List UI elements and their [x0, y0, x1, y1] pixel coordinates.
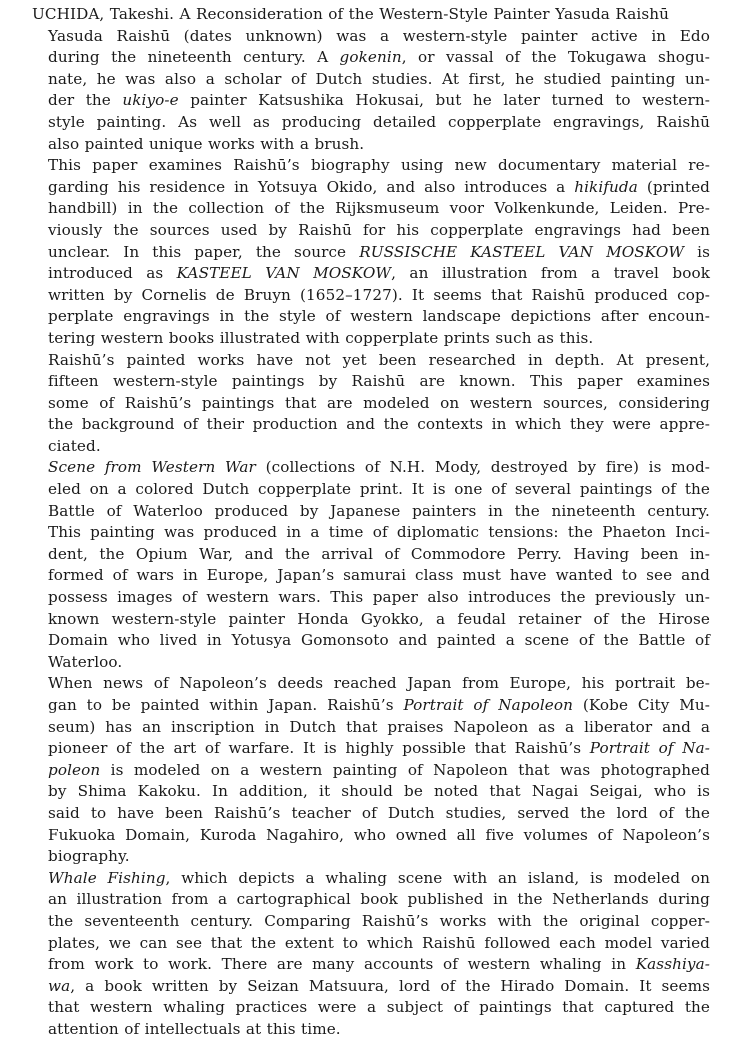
text-run: style painting. As well as producing detailed copperplate engravings, Raishū — [48, 112, 710, 131]
text-line — [32, 479, 710, 501]
text-line — [48, 155, 710, 177]
text-line — [32, 306, 710, 328]
text-line — [32, 760, 710, 782]
text-run: Waterloo. — [48, 652, 123, 671]
text-run: formed of wars in Europe, Japan’s samurai class must have wanted to see and — [48, 566, 710, 585]
text-line — [32, 522, 710, 544]
text-run: der the — [48, 91, 123, 110]
text-run: is — [684, 242, 710, 261]
text-line — [32, 47, 710, 69]
italic-text: Kasshiya- — [635, 955, 710, 974]
text-line — [32, 717, 710, 739]
text-line — [32, 501, 710, 523]
text-line — [32, 371, 710, 393]
italic-text: gokenin — [339, 48, 402, 67]
text-line — [32, 134, 710, 156]
text-run: said to have been Raishū’s teacher of Dutch studies, served the lord of the — [48, 803, 710, 822]
text-run: written by Cornelis de Bruyn (1652–1727). It seems that Raishū produced cop- — [48, 285, 710, 304]
italic-text: poleon — [48, 760, 101, 779]
text-line — [32, 263, 710, 285]
text-line — [32, 198, 710, 220]
italic-text: Whale Fishing — [48, 868, 166, 887]
text-line — [32, 414, 710, 436]
text-run: Battle of Waterloo produced by Japanese painters in the nineteenth century. — [48, 501, 710, 520]
text-line — [32, 695, 710, 717]
text-run: introduced as — [48, 264, 177, 283]
text-line — [32, 177, 710, 199]
text-line — [32, 652, 710, 674]
text-run: nate, he was also a scholar of Dutch studies. At first, he studied painting un- — [48, 69, 710, 88]
text-run: Fukuoka Domain, Kuroda Nagahiro, who owned all five volumes of Napoleon’s — [48, 825, 710, 844]
text-line — [48, 868, 710, 890]
text-line — [32, 436, 710, 458]
text-run: (Kobe City Mu- — [573, 696, 710, 714]
text-line — [32, 609, 710, 631]
text-line — [48, 26, 710, 48]
text-run: known western-style painter Honda Gyokko, a feudal retainer of the Hirose — [48, 609, 710, 628]
text-run: tering western books illustrated with copperplate prints such as this. — [48, 328, 594, 347]
text-line — [32, 328, 710, 350]
text-run: biography. — [48, 847, 130, 866]
text-run: plates, we can see that the extent to which Raishū followed each model varied — [48, 933, 710, 952]
text-run: fifteen western-style paintings by Raishū are known. This paper examines — [48, 372, 710, 391]
text-line — [48, 457, 710, 479]
text-run: the background of their production and the contexts in which they were appre- — [48, 415, 710, 434]
abstract-body — [48, 26, 710, 1041]
text-run: is modeled on a western painting of Napoleon that was photographed — [100, 760, 710, 779]
text-run: attention of intellectuals at this time. — [48, 1019, 341, 1038]
text-line — [32, 846, 710, 868]
abstract-paragraph — [32, 457, 710, 673]
text-run: handbill) in the collection of the Rijksmuseum voor Volkenkunde, Leiden. Pre- — [48, 199, 710, 218]
text-run: unclear. In this paper, the source — [48, 242, 360, 261]
text-line — [32, 933, 710, 955]
text-run: (collections of N.H. Mody, destroyed by fire) is mod- — [255, 458, 711, 477]
text-run: that western whaling practices were a subject of paintings that captured the — [48, 998, 710, 1017]
text-run: painter Katsushika Hokusai, but he later turned to western- — [178, 91, 710, 110]
italic-text: ukiyo-e — [122, 91, 179, 110]
text-run: viously the sources used by Raishū for his copperplate engravings had been — [48, 220, 710, 239]
text-run: some of Raishū’s paintings that are modeled on western sources, considering — [48, 393, 710, 412]
text-run: , which depicts a whaling scene with an island, is modeled on — [165, 868, 710, 887]
text-run: , an illustration from a travel book — [391, 264, 710, 283]
italic-text: hikifuda — [574, 177, 638, 196]
text-run: Raishū’s painted works have not yet been researched in depth. At present, — [48, 350, 710, 369]
text-run: This paper examines Raishū’s biography using new documentary material re- — [48, 156, 710, 175]
text-line — [32, 393, 710, 415]
text-line — [32, 889, 710, 911]
text-line — [32, 630, 710, 652]
paper-title: UCHIDA, Takeshi. A Reconsideration of the Western-Style Painter Yasuda Raishū — [32, 5, 669, 23]
text-run: the seventeenth century. Comparing Raishū’s works with the original copper- — [48, 911, 710, 930]
text-run: Yasuda Raishū (dates unknown) was a western-style painter active in Edo — [48, 26, 710, 45]
text-line — [32, 242, 710, 264]
italic-text: wa — [48, 976, 71, 995]
text-line — [32, 781, 710, 803]
italic-text: Scene from Western War — [48, 458, 256, 477]
text-run: also painted unique works with a brush. — [48, 134, 365, 153]
abstract-paragraph — [32, 350, 710, 458]
text-run: gan to be painted within Japan. Raishū’s — [48, 696, 404, 714]
text-line — [32, 738, 710, 760]
text-run: This painting was produced in a time of diplomatic tensions: the Phaeton Inci- — [48, 523, 710, 542]
text-line — [32, 544, 710, 566]
text-run: from work to work. There are many accounts of western whaling in — [48, 955, 636, 974]
text-run: seum) has an inscription in Dutch that praises Napoleon as a liberator and a — [48, 717, 710, 736]
text-run: eled on a colored Dutch copperplate print. It is one of several paintings of the — [48, 480, 710, 499]
text-line — [32, 112, 710, 134]
italic-text: KASTEEL VAN MOSKOW — [176, 264, 392, 283]
text-run: possess images of western wars. This paper also introduces the previously un- — [48, 588, 710, 607]
text-run: an illustration from a cartographical book published in the Netherlands during — [48, 890, 710, 909]
text-line — [32, 911, 710, 933]
text-line — [32, 1019, 710, 1041]
text-run: , a book written by Seizan Matsuura, lord of the Hirado Domain. It seems — [70, 976, 710, 995]
text-run: pioneer of the art of warfare. It is highly possible that Raishū’s — [48, 739, 590, 758]
text-run: dent, the Opium War, and the arrival of Commodore Perry. Having been in- — [48, 544, 710, 563]
abstract-paragraph — [32, 868, 710, 1041]
text-line — [48, 673, 710, 695]
italic-text: Portrait of Napoleon — [403, 696, 573, 714]
text-line — [32, 825, 710, 847]
italic-text: RUSSISCHE KASTEEL VAN MOSKOW — [359, 242, 685, 261]
text-run: Domain who lived in Yotusya Gomonsoto and painted a scene of the Battle of — [48, 631, 710, 650]
abstract-paragraph — [32, 26, 710, 156]
text-line — [32, 69, 710, 91]
text-run: , or vassal of the Tokugawa shogu- — [401, 48, 710, 67]
text-line — [32, 587, 710, 609]
text-run: When news of Napoleon’s deeds reached Japan from Europe, his portrait be- — [48, 674, 710, 693]
text-run: during the nineteenth century. A — [48, 48, 340, 67]
text-line — [32, 976, 710, 998]
text-line — [32, 285, 710, 307]
text-line — [32, 565, 710, 587]
text-run: by Shima Kakoku. In addition, it should be noted that Nagai Seigai, who is — [48, 782, 710, 801]
abstract-paragraph — [32, 155, 710, 349]
text-run: (printed — [637, 177, 710, 196]
abstract-paragraph — [32, 673, 710, 867]
text-run: garding his residence in Yotsuya Okido, and also introduces a — [48, 177, 575, 196]
text-run: ciated. — [48, 436, 101, 455]
italic-text: Portrait of Na- — [589, 739, 711, 758]
text-line — [32, 954, 710, 976]
text-line — [32, 803, 710, 825]
text-line — [48, 350, 710, 372]
text-line — [32, 220, 710, 242]
text-run: perplate engravings in the style of western landscape depictions after encoun- — [48, 307, 710, 326]
text-line — [32, 90, 710, 112]
text-line — [32, 997, 710, 1019]
